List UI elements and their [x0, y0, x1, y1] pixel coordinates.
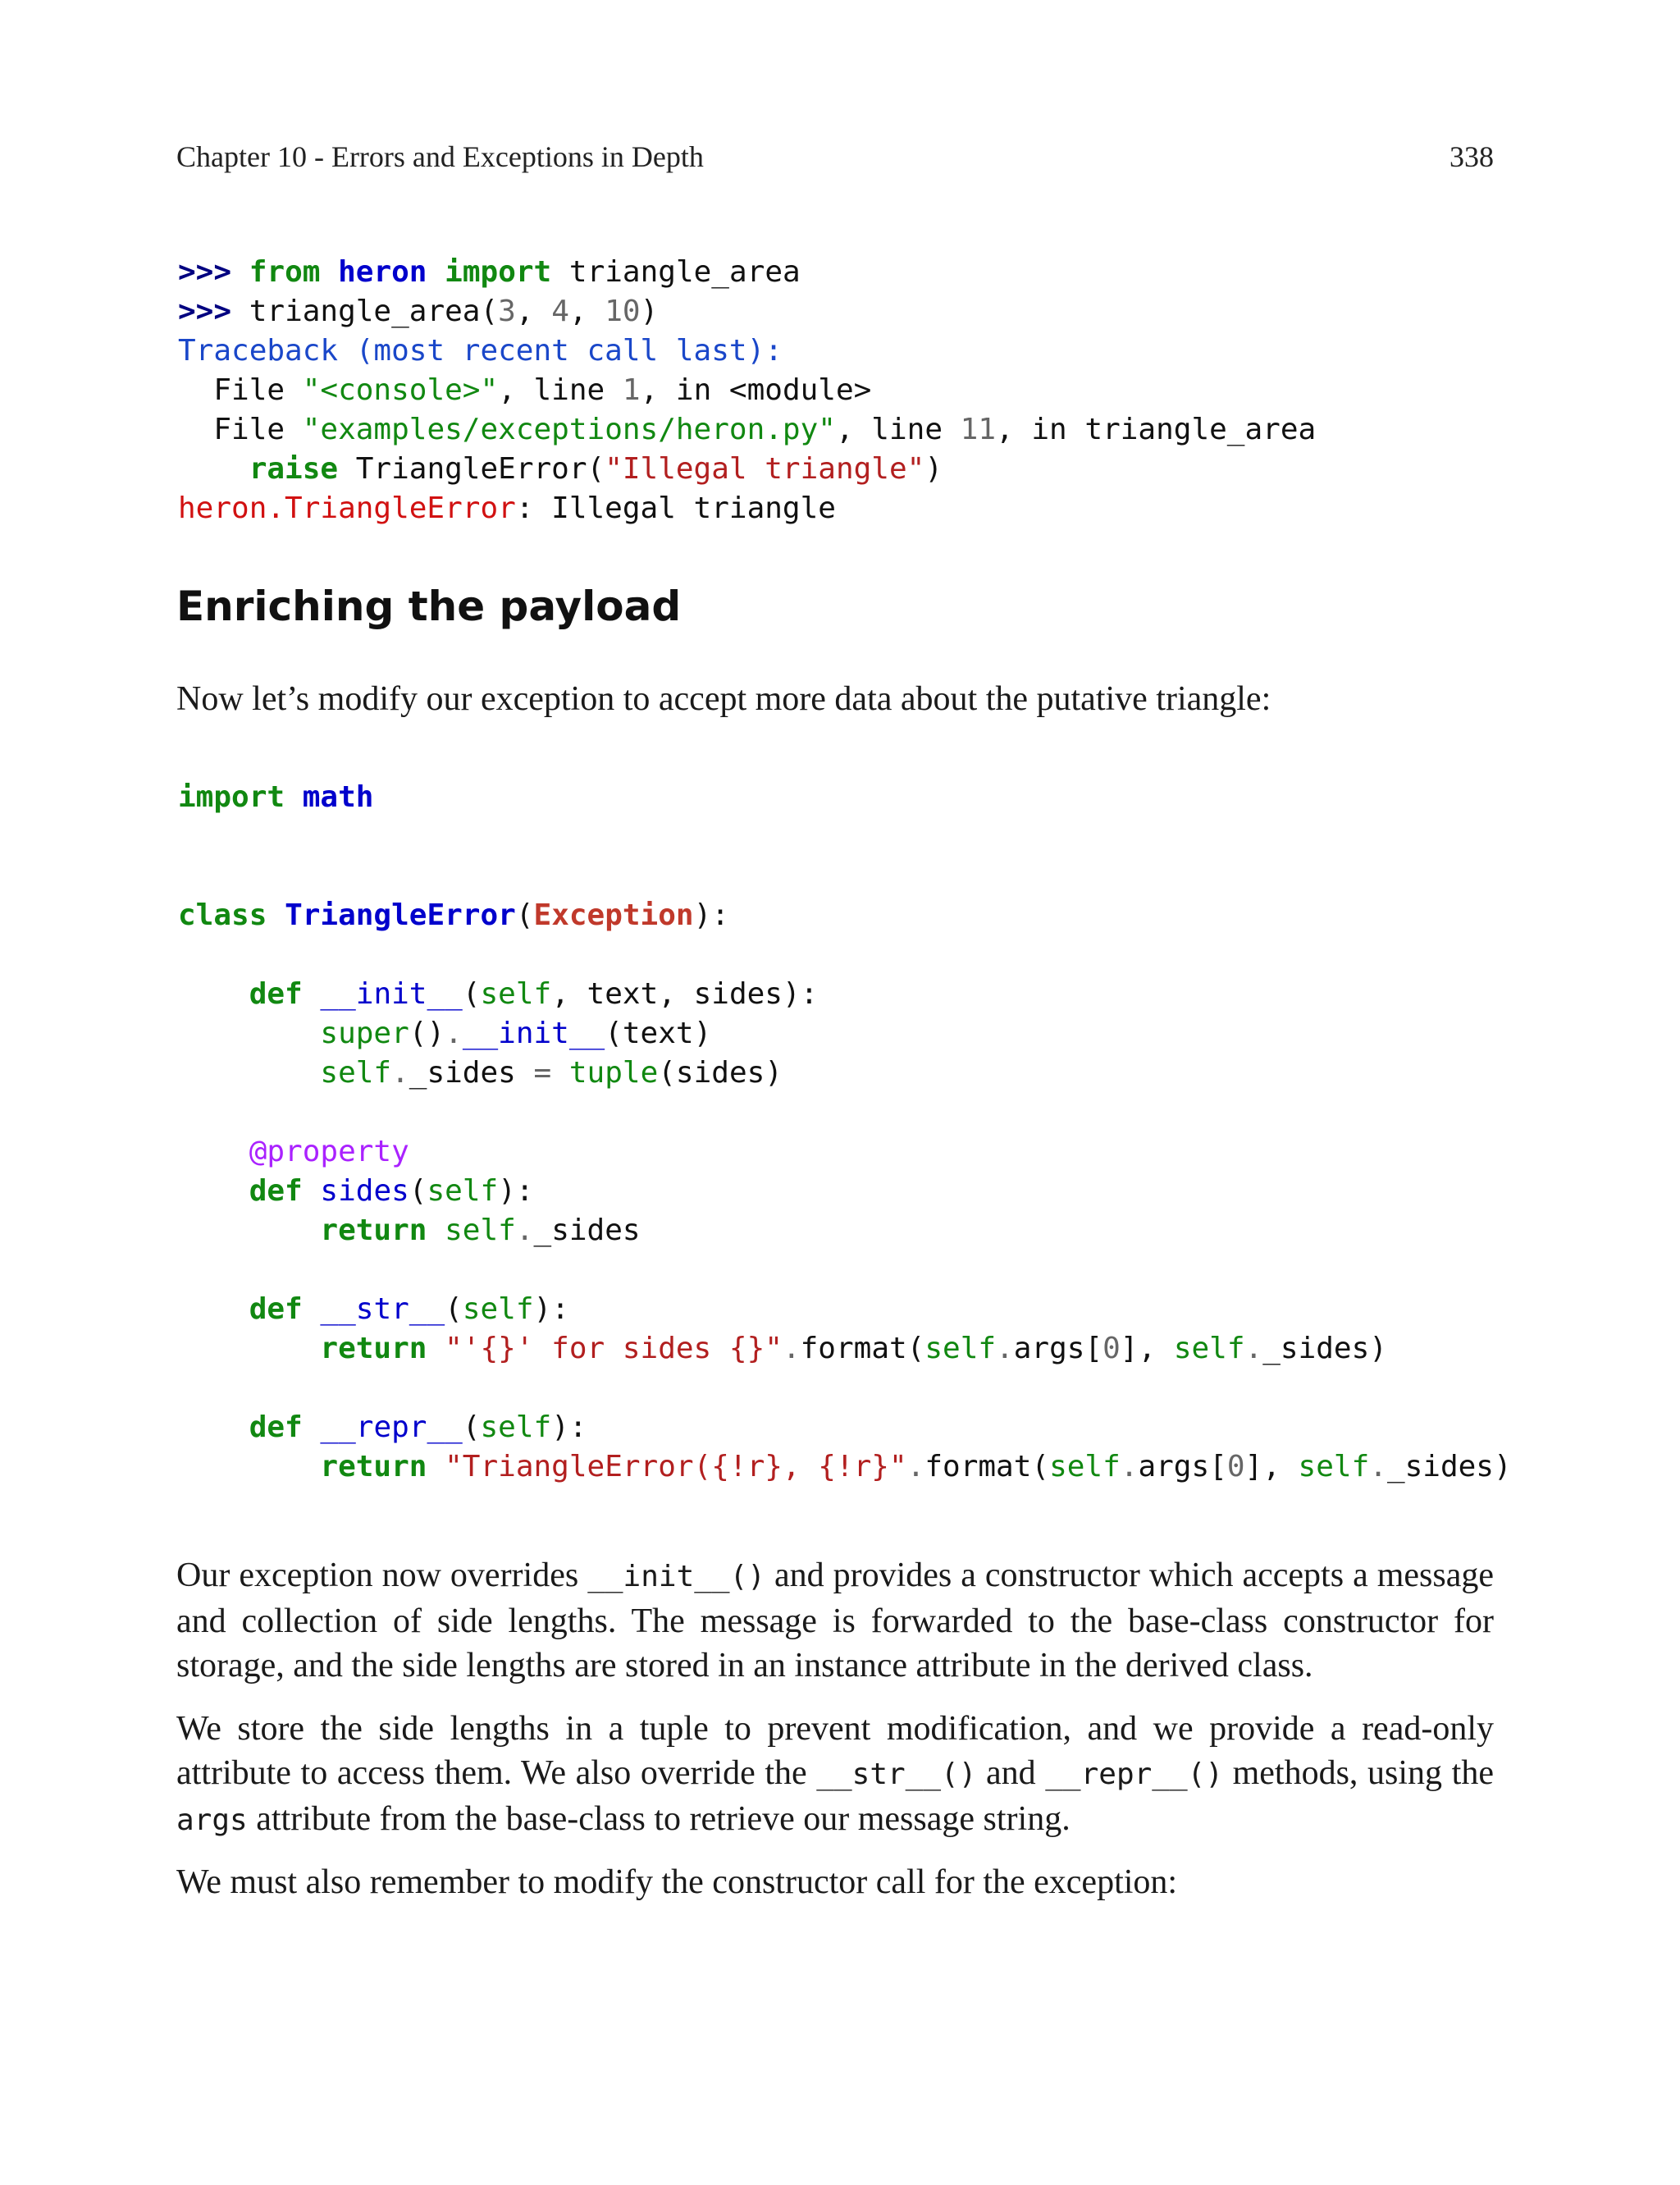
body-paragraph-3: We must also remember to modify the constructor call for the exception: — [176, 1863, 1178, 1901]
inline-code: args — [176, 1803, 248, 1837]
code-line — [178, 1093, 1512, 1132]
code-line: return "TriangleError({!r}, {!r}".format(self.args[0], self._sides) — [320, 1450, 1512, 1483]
code-line: class TriangleError(Exception): — [178, 898, 729, 932]
section-heading: Enriching the payload — [176, 583, 682, 630]
chapter-title: Chapter 10 - Errors and Exceptions in Depth — [176, 140, 704, 173]
inline-code: __repr__() — [1045, 1758, 1223, 1791]
body-paragraph-2: We store the side lengths in a tuple to prevent modification, and we provide a read-only attribute to access them. We also override the __str__() and __repr__() methods, using the args attribute from the base-class to retrieve our message string. — [176, 1710, 1494, 1838]
code-line — [178, 817, 1512, 857]
code-line — [178, 1369, 1512, 1408]
class-code-block — [178, 778, 1512, 1487]
code-line — [178, 1250, 1512, 1290]
code-line: File "examples/exceptions/heron.py", line 11, in triangle_area — [213, 413, 1317, 446]
code-line: import math — [178, 780, 374, 814]
code-line: def __str__(self): — [249, 1292, 569, 1326]
code-line: >>> from heron import triangle_area — [178, 255, 801, 289]
page-number: 338 — [1449, 140, 1494, 173]
code-line: >>> triangle_area(3, 4, 10) — [178, 295, 659, 328]
inline-code: __str__() — [816, 1758, 977, 1791]
code-line: def __init__(self, text, sides): — [249, 977, 819, 1011]
code-line: def sides(self): — [249, 1174, 534, 1208]
inline-code: __init__() — [587, 1560, 765, 1593]
code-line: return "'{}' for sides {}".format(self.args[0], self._sides) — [320, 1332, 1387, 1365]
code-line — [178, 935, 1512, 975]
body-paragraph-1: Our exception now overrides __init__() and provides a constructor which accepts a message and collection of side lengths. The message is forwarded to the base-class constructor for storage, and the side lengths are stored in an instance attribute in the derived class. — [176, 1556, 1494, 1684]
code-line: def __repr__(self): — [249, 1410, 587, 1444]
code-line: File "<console>", line 1, in <module> — [213, 373, 872, 407]
code-line: raise TriangleError("Illegal triangle") — [249, 452, 943, 486]
repl-code-block — [178, 253, 1316, 528]
code-line: self._sides = tuple(sides) — [320, 1056, 783, 1090]
code-line: @property — [249, 1135, 409, 1168]
code-line: super().__init__(text) — [320, 1017, 712, 1050]
page-header — [176, 139, 1494, 174]
intro-paragraph: Now let’s modify our exception to accept more data about the putative triangle: — [176, 680, 1271, 718]
code-line — [178, 857, 1512, 896]
code-line: Traceback (most recent call last): — [178, 334, 783, 368]
code-line: return self._sides — [320, 1214, 641, 1247]
code-line: heron.TriangleError: Illegal triangle — [178, 491, 836, 525]
